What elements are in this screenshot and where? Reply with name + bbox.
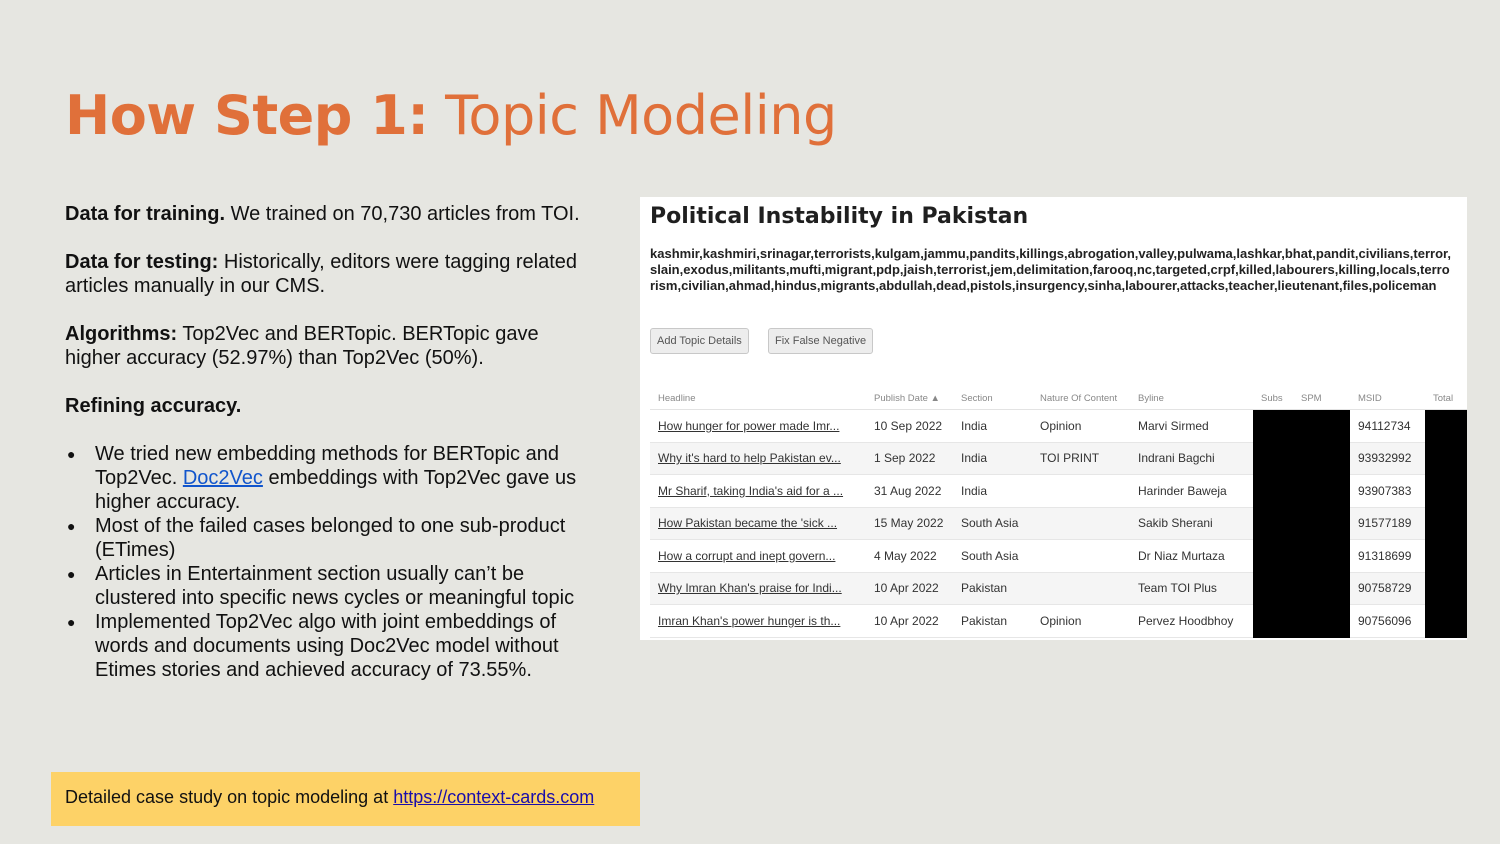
algorithms-paragraph <box>65 322 595 370</box>
headline-link[interactable]: Mr Sharif, taking India's aid for a ... <box>650 475 866 508</box>
msid: 91318699 <box>1350 540 1425 573</box>
topic-keywords: kashmir,kashmiri,srinagar,terrorists,kulgam,jammu,pandits,killings,abrogation,valley,pulwama,lashkar,bhat,pandit,civilians,terror,slain,exodus,militants,mufti,migrant,pdp,jaish,terrorist,jem,delimitation,farooq,nc,targeted,crpf,killed,labourers,killing,locals,terrorism,civilian,ahmad,hindus,migrants,abdullah,dead,pistols,insurgency,sinha,labourer,attacks,teacher,lieutenant,files,policeman <box>650 246 1451 293</box>
publish-date: 10 Apr 2022 <box>866 572 953 605</box>
column-header[interactable]: Nature Of Content <box>1032 387 1130 410</box>
slide-title-light: Topic Modeling <box>428 84 837 147</box>
publish-date: 1 Sep 2022 <box>866 442 953 475</box>
msid: 93932992 <box>1350 442 1425 475</box>
testing-label: Data for testing: <box>65 251 219 273</box>
byline: Team TOI Plus <box>1130 572 1253 605</box>
refining-paragraph <box>65 394 595 418</box>
case-study-link[interactable]: https://context-cards.com <box>393 787 595 807</box>
redacted-total <box>1425 475 1467 508</box>
nature-of-content <box>1032 572 1130 605</box>
training-paragraph <box>65 202 595 226</box>
column-header[interactable]: Total <box>1425 387 1467 410</box>
bullet-item: ● Articles in Entertainment section usually can’t be clustered into specific news cycles or meaningful topic <box>65 562 595 610</box>
publish-date: 4 May 2022 <box>866 540 953 573</box>
slide-body <box>65 202 595 682</box>
publish-date: 15 May 2022 <box>866 507 953 540</box>
redacted-total <box>1425 442 1467 475</box>
redacted-spm <box>1293 507 1350 540</box>
nature-of-content: Opinion <box>1032 605 1130 638</box>
msid: 93907383 <box>1350 475 1425 508</box>
doc2vec-link[interactable]: Doc2Vec <box>182 467 263 489</box>
bullet-item: ● Implemented Top2Vec algo with joint embeddings of words and documents using Doc2Vec model without Etimes stories and achieved accuracy of 73.55%. <box>65 610 595 682</box>
algorithms-text: Top2Vec and BERTopic. BERTopic gave higher accuracy (52.97%) than Top2Vec (50%). <box>65 323 539 369</box>
bullet-list <box>65 442 595 682</box>
byline: Harinder Baweja <box>1130 475 1253 508</box>
testing-paragraph <box>65 250 595 298</box>
redacted-spm <box>1293 572 1350 605</box>
bullet-1-post: embeddings with Top2Vec gave us higher accuracy. <box>95 467 577 513</box>
table-row <box>650 507 1467 540</box>
table-row <box>650 572 1467 605</box>
section: Pakistan <box>953 605 1032 638</box>
publish-date: 31 Aug 2022 <box>866 475 953 508</box>
byline: Dr Niaz Murtaza <box>1130 540 1253 573</box>
msid: 91577189 <box>1350 507 1425 540</box>
redacted-subs <box>1253 605 1293 638</box>
headline-link[interactable]: How hunger for power made Imr... <box>650 410 866 443</box>
redacted-total <box>1425 410 1467 443</box>
byline: Pervez Hoodbhoy <box>1130 605 1253 638</box>
topic-screenshot <box>640 197 1467 640</box>
topic-title: Political Instability in Pakistan <box>650 204 1029 229</box>
case-study-text: Detailed case study on topic modeling at <box>65 787 394 807</box>
column-header[interactable]: Headline <box>650 387 866 410</box>
headline-link[interactable]: Why it's hard to help Pakistan ev... <box>650 442 866 475</box>
nature-of-content: Opinion <box>1032 410 1130 443</box>
redacted-spm <box>1293 475 1350 508</box>
msid: 90758729 <box>1350 572 1425 605</box>
redacted-total <box>1425 540 1467 573</box>
table-row <box>650 410 1467 443</box>
redacted-subs <box>1253 442 1293 475</box>
table-row <box>650 605 1467 638</box>
slide-title <box>65 84 837 147</box>
redacted-total <box>1425 507 1467 540</box>
section: Pakistan <box>953 572 1032 605</box>
training-label: Data for training. <box>65 203 226 225</box>
column-header[interactable]: SPM <box>1293 387 1350 410</box>
publish-date: 10 Sep 2022 <box>866 410 953 443</box>
bullet-item: ● Most of the failed cases belonged to one sub-product (ETimes) <box>65 514 595 562</box>
redacted-spm <box>1293 540 1350 573</box>
msid: 90756096 <box>1350 605 1425 638</box>
column-header[interactable]: Publish Date ▲ <box>866 387 953 410</box>
byline: Indrani Bagchi <box>1130 442 1253 475</box>
byline: Sakib Sherani <box>1130 507 1253 540</box>
slide-title-bold: How Step 1: <box>65 84 429 147</box>
section: India <box>953 410 1032 443</box>
add-topic-details-button[interactable]: Add Topic Details <box>650 328 749 354</box>
table-row <box>650 442 1467 475</box>
refining-label: Refining accuracy. <box>65 395 242 417</box>
redacted-subs <box>1253 572 1293 605</box>
redacted-subs <box>1253 475 1293 508</box>
redacted-total <box>1425 605 1467 638</box>
redacted-spm <box>1293 605 1350 638</box>
redacted-subs <box>1253 410 1293 443</box>
table-row <box>650 475 1467 508</box>
nature-of-content <box>1032 507 1130 540</box>
publish-date: 10 Apr 2022 <box>866 605 953 638</box>
section: South Asia <box>953 540 1032 573</box>
section: South Asia <box>953 507 1032 540</box>
section: India <box>953 475 1032 508</box>
msid: 94112734 <box>1350 410 1425 443</box>
table-header-row <box>650 387 1467 410</box>
redacted-subs <box>1253 507 1293 540</box>
headline-link[interactable]: Imran Khan's power hunger is th... <box>650 605 866 638</box>
section: India <box>953 442 1032 475</box>
articles-table <box>650 387 1467 638</box>
redacted-total <box>1425 572 1467 605</box>
byline: Marvi Sirmed <box>1130 410 1253 443</box>
table-row <box>650 540 1467 573</box>
column-header[interactable]: MSID <box>1350 387 1425 410</box>
headline-link[interactable]: Why Imran Khan's praise for Indi... <box>650 572 866 605</box>
column-header[interactable]: Section <box>953 387 1032 410</box>
testing-text: Historically, editors were tagging related articles manually in our CMS. <box>65 251 578 297</box>
column-header[interactable]: Byline <box>1130 387 1253 410</box>
bullet-1-pre: We tried new embedding methods for BERTopic and Top2Vec. <box>95 443 559 489</box>
nature-of-content <box>1032 475 1130 508</box>
redacted-spm <box>1293 442 1350 475</box>
redacted-subs <box>1253 540 1293 573</box>
column-header[interactable]: Subs <box>1253 387 1293 410</box>
fix-false-negative-button[interactable]: Fix False Negative <box>768 328 873 354</box>
headline-link[interactable]: How Pakistan became the 'sick ... <box>650 507 866 540</box>
headline-link[interactable]: How a corrupt and inept govern... <box>650 540 866 573</box>
redacted-spm <box>1293 410 1350 443</box>
case-study-banner <box>51 772 640 826</box>
training-text: We trained on 70,730 articles from TOI. <box>225 203 580 225</box>
nature-of-content <box>1032 540 1130 573</box>
nature-of-content: TOI PRINT <box>1032 442 1130 475</box>
algorithms-label: Algorithms: <box>65 323 178 345</box>
bullet-item <box>65 442 595 514</box>
